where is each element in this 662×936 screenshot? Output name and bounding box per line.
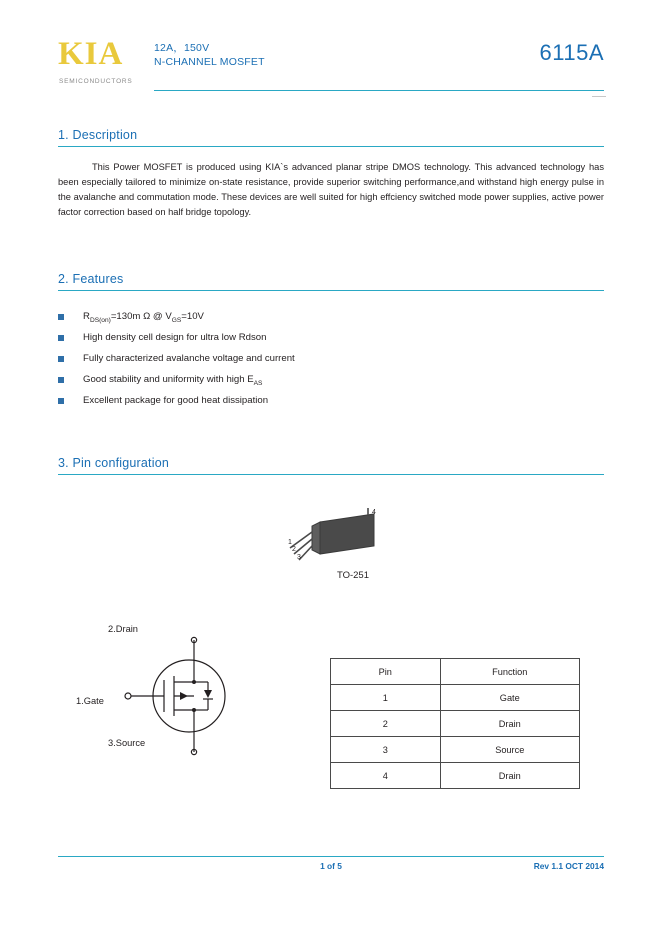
section-features-heading: [58, 272, 604, 291]
section-features-rule: [58, 290, 604, 291]
list-item: [58, 373, 604, 394]
section-description-heading: [58, 128, 604, 147]
description-text: This Power MOSFET is produced using KIA`s advanced planar stripe DMOS technology. This advanced technology has been especially tailored to minimize on-state resistance, provide superior switching performance,and withstand high energy pulse in the avalanche and commutation mode. These devices are well suited for high effciency switched mode power supplies, active power factor correction based on half bridge topology.: [58, 162, 604, 217]
part-number: 6115A: [539, 40, 604, 65]
pin-function-table: [330, 658, 580, 789]
footer-page-number: 1 of 5: [320, 861, 342, 871]
cell-function: Source: [440, 737, 579, 763]
section-pinconfig-heading: [58, 456, 604, 475]
pin-number-3: 3: [297, 554, 301, 561]
feature-text-2: Fully characterized avalanche voltage and current: [83, 353, 295, 364]
section-description-title: 1. Description: [58, 128, 138, 142]
pin-number-4: 4: [372, 509, 376, 516]
features-list: [58, 310, 604, 415]
list-item: [58, 331, 604, 352]
section-description-rule: [58, 146, 604, 147]
square-bullet-icon: [58, 356, 64, 362]
feature-text-0: $R_{DS(on)}=130m$ Ω @ $V_{GS}=10V$: [83, 311, 204, 324]
cell-pin: 3: [331, 737, 441, 763]
feature-text-4: Excellent package for good heat dissipation: [83, 395, 269, 406]
kia-logo-subtitle: SEMICONDUCTORS: [59, 78, 133, 85]
cell-function: Drain: [440, 711, 579, 737]
cell-pin: 1: [331, 685, 441, 711]
symbol-drain-label: 2.Drain: [108, 624, 138, 634]
square-bullet-icon: [58, 398, 64, 404]
column-header-function: Function: [440, 659, 579, 685]
list-item: [58, 310, 604, 331]
footer-divider: [58, 856, 604, 857]
table-row: [331, 737, 580, 763]
header-divider-short: [592, 96, 606, 97]
description-paragraph: [58, 160, 604, 220]
symbol-source-label: 3.Source: [108, 738, 146, 748]
feature-text-1: High density cell design for ultra low Rdson: [83, 332, 267, 343]
footer-revision: Rev 1.1 OCT 2014: [533, 861, 604, 871]
table-row: [331, 711, 580, 737]
section-features-title: 2. Features: [58, 272, 124, 286]
symbol-gate-label: 1.Gate: [76, 696, 104, 706]
kia-logo: KIA: [58, 36, 124, 72]
pin-number-2: 2: [292, 546, 296, 553]
cell-pin: 4: [331, 763, 441, 789]
table-header-row: [331, 659, 580, 685]
package-name-label: TO-251: [336, 570, 370, 581]
table-row: [331, 763, 580, 789]
device-rating-line: 12A，150V: [154, 42, 210, 54]
list-item: [58, 352, 604, 373]
square-bullet-icon: [58, 335, 64, 341]
section-pinconfig-rule: [58, 474, 604, 475]
list-item: [58, 394, 604, 415]
cell-function: Gate: [440, 685, 579, 711]
column-header-pin: Pin: [331, 659, 441, 685]
pin-number-1: 1: [288, 539, 292, 546]
header-divider: [154, 90, 604, 91]
square-bullet-icon: [58, 377, 64, 383]
section-pinconfig-title: 3. Pin configuration: [58, 456, 170, 470]
cell-function: Drain: [440, 763, 579, 789]
table-row: [331, 685, 580, 711]
feature-text-3: Good stability and uniformity with high $E_{AS}$: [83, 374, 263, 387]
square-bullet-icon: [58, 314, 64, 320]
page-header: [58, 30, 604, 98]
device-type-line: N-CHANNEL MOSFET: [154, 56, 265, 68]
cell-pin: 2: [331, 711, 441, 737]
